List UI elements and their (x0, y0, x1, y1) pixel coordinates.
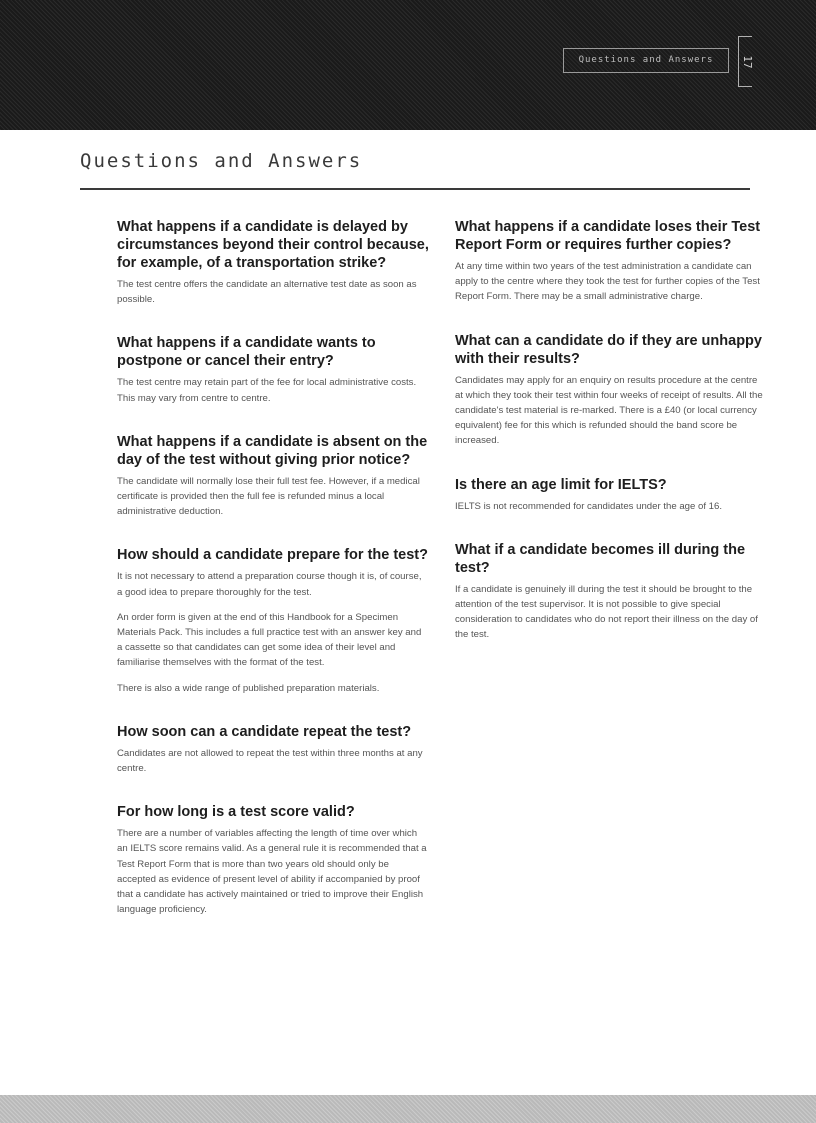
qa-item (117, 546, 429, 695)
answer-paragraph: It is not necessary to attend a preparation course though it is, of course, a good idea to prepare thoroughly for the test. (117, 571, 422, 598)
qa-item (455, 218, 767, 305)
qa-item (117, 723, 429, 776)
answer-paragraph: An order form is given at the end of this Handbook for a Specimen Materials Pack. This includes a full practice test with an answer key and a cassette so that candidates can get some idea of their level and familiarise themselves with the format of the test. (117, 611, 422, 669)
right-column (455, 218, 767, 670)
header-banner (0, 0, 816, 130)
qa-item (117, 218, 429, 307)
title-divider (80, 188, 750, 190)
header-section-label: Questions and Answers (563, 48, 729, 73)
question-heading: What happens if a candidate is delayed by circumstances beyond their control because, for example, of a transportation strike? (117, 219, 429, 271)
answer-paragraph: At any time within two years of the test administration a candidate can apply to the centre where they took the test for further copies of the Test Report Form. There may be a small administrative charge. (455, 261, 760, 303)
answer-paragraph: The test centre offers the candidate an alternative test date as soon as possible. (117, 279, 417, 306)
answer-paragraph: There is also a wide range of published preparation materials. (117, 682, 380, 694)
page-title: Questions and Answers (80, 150, 363, 172)
question-heading: For how long is a test score valid? (117, 804, 355, 821)
qa-item (455, 476, 767, 514)
question-heading: How should a candidate prepare for the test? (117, 547, 428, 564)
question-heading: What can a candidate do if they are unhappy with their results? (455, 332, 762, 367)
answer-paragraph: There are a number of variables affecting the length of time over which an IELTS score remains valid. As a general rule it is recommended that a Test Report Form that is more than two years old should only be accepted as evidence of present level of ability if accompanied by proof that a candidate has actively maintained or tried to improve their English language proficiency. (117, 828, 427, 916)
question-heading: What happens if a candidate loses their Test Report Form or requires further copies? (455, 219, 761, 253)
question-heading: What happens if a candidate wants to postpone or cancel their entry? (117, 335, 376, 370)
answer-paragraph: Candidates may apply for an enquiry on results procedure at the centre at which they took their test within four weeks of receipt of results. All the candidate's test material is re-marked. There is a £40 (or local currency equivalent) fee for this which is refunded should the band score be increased. (455, 374, 763, 447)
qa-item (117, 803, 429, 917)
question-heading: What happens if a candidate is absent on the day of the test without giving prior notice? (117, 433, 428, 468)
answer-paragraph: If a candidate is genuinely ill during the test it should be brought to the attention of the test supervisor. It is not possible to give special consideration to candidates who do not report their illness on the day of the test. (455, 583, 758, 641)
answer-paragraph: The candidate will normally lose their full test fee. However, if a medical certificate is provided then the full fee is refunded minus a local administrative deduction. (117, 475, 420, 518)
qa-item (455, 332, 767, 449)
page-number: 17 (741, 55, 754, 69)
footer-band (0, 1095, 816, 1123)
question-heading: Is there an age limit for IELTS? (455, 476, 667, 493)
qa-item (117, 433, 429, 520)
left-column (117, 218, 429, 944)
answer-paragraph: The test centre may retain part of the fee for local administrative costs. This may vary from centre to centre. (117, 377, 417, 404)
answer-paragraph: Candidates are not allowed to repeat the test within three months at any centre. (117, 747, 423, 775)
qa-item (117, 334, 429, 405)
qa-item (455, 541, 767, 643)
answer-paragraph: IELTS is not recommended for candidates under the age of 16. (455, 500, 723, 512)
question-heading: How soon can a candidate repeat the test? (117, 723, 412, 740)
question-heading: What if a candidate becomes ill during the test? (455, 541, 746, 576)
